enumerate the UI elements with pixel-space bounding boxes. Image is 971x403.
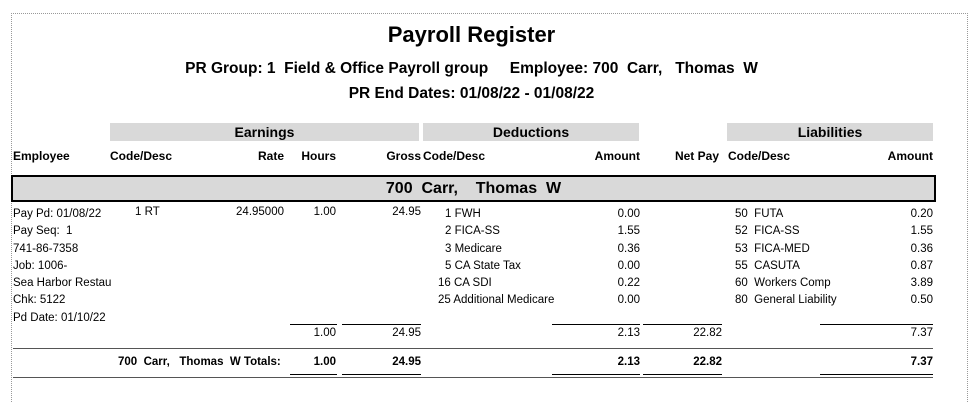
employee-header-bar: 700 Carr, Thomas W: [11, 175, 936, 202]
total-hours: 1.00: [313, 356, 336, 368]
total-rule-liabilities: [820, 374, 933, 375]
deduction-amounts: [560, 206, 640, 310]
liability-code: 55 CASUTA: [735, 259, 800, 272]
deduction-codes: [423, 206, 554, 310]
subtotal-rule-liabilities: [820, 324, 933, 325]
deduction-amount: 0.22: [617, 277, 640, 290]
liability-code: 52 FICA-SS: [735, 225, 800, 238]
col-gross: Gross: [386, 149, 421, 163]
liability-code: 53 FICA-MED: [735, 242, 810, 255]
info-pay-period: Pay Pd: 01/08/22: [13, 208, 102, 220]
total-net-pay: 22.82: [693, 356, 722, 368]
deduction-code: 5 CA State Tax: [445, 259, 521, 272]
deduction-code: 25 Additional Medicare: [438, 294, 555, 307]
deduction-code: 16 CA SDI: [438, 277, 492, 290]
col-liab-amount: Amount: [887, 149, 933, 163]
subtotal-hours: 1.00: [313, 327, 336, 339]
report-title: Payroll Register: [387, 22, 556, 47]
info-job-desc: Sea Harbor Restau: [13, 277, 111, 290]
liability-amount: 0.87: [910, 259, 933, 272]
subtotal-rule-hours: [290, 324, 337, 325]
deduction-code: 3 Medicare: [445, 242, 502, 255]
deductions-section-header: Deductions: [423, 123, 639, 141]
totals-label: 700 Carr, Thomas W Totals:: [118, 356, 281, 368]
deduction-amount: 0.36: [617, 242, 640, 255]
earn-rate: 24.95000: [236, 206, 284, 218]
subtotal-rule-deductions: [552, 324, 640, 325]
liability-amount: 0.20: [910, 208, 933, 220]
info-paid-date: Pd Date: 01/10/22: [13, 311, 106, 324]
total-rule-gross: [342, 374, 421, 375]
totals-separator: [13, 348, 933, 349]
total-rule-netpay: [643, 374, 722, 375]
deduction-code: 2 FICA-SS: [445, 225, 500, 238]
earn-gross: 24.95: [392, 206, 421, 218]
col-ded-amount: Amount: [594, 149, 640, 163]
bottom-rule: [13, 377, 933, 378]
employee-info: [13, 206, 111, 327]
liability-code: 80 General Liability: [735, 294, 837, 307]
total-gross: 24.95: [392, 356, 421, 368]
liability-code: 50 FUTA: [735, 208, 784, 220]
deduction-amount: 0.00: [617, 259, 640, 272]
col-liab-code: Code/Desc: [728, 149, 791, 163]
total-rule-hours: [290, 374, 337, 375]
info-job: Job: 1006-: [13, 259, 68, 272]
earn-code: 1 RT: [135, 206, 160, 218]
col-employee: Employee: [13, 149, 70, 163]
liability-amount: 1.55: [910, 225, 933, 238]
subtotal-rule-gross: [342, 324, 421, 325]
liability-amount: 0.50: [910, 294, 933, 307]
liability-code: 60 Workers Comp: [735, 277, 831, 290]
info-pay-seq: Pay Seq: 1: [13, 225, 73, 238]
subtotal-deductions: 2.13: [617, 327, 640, 339]
deduction-amount: 1.55: [617, 225, 640, 238]
liability-codes: [735, 206, 837, 310]
subtotal-rule-netpay: [643, 324, 722, 325]
earnings-section-header: Earnings: [110, 123, 419, 141]
deduction-code: 1 FWH: [445, 208, 481, 220]
col-earn-code: Code/Desc: [110, 149, 173, 163]
col-hours: Hours: [301, 149, 336, 163]
subtotal-liabilities: 7.37: [910, 327, 933, 339]
info-check: Chk: 5122: [13, 294, 66, 307]
subtotal-net-pay: 22.82: [693, 327, 722, 339]
liability-amount: 3.89: [910, 277, 933, 290]
liability-amount: 0.36: [910, 242, 933, 255]
deduction-amount: 0.00: [617, 208, 640, 220]
liability-amounts: [850, 206, 933, 310]
report-subtitle-group: PR Group: 1 Field & Office Payroll group Employee: 700 Carr, Thomas W: [185, 60, 758, 77]
col-ded-code: Code/Desc: [423, 149, 486, 163]
info-ssn: 741-86-7358: [13, 242, 79, 255]
subtotal-gross: 24.95: [392, 327, 421, 339]
col-net-pay: Net Pay: [674, 149, 719, 163]
total-rule-deductions: [552, 374, 640, 375]
earn-hours: 1.00: [313, 206, 336, 218]
total-liabilities: 7.37: [910, 356, 933, 368]
col-rate: Rate: [257, 149, 284, 163]
liabilities-section-header: Liabilities: [727, 123, 933, 141]
deduction-amount: 0.00: [617, 294, 640, 307]
report-subtitle-dates: PR End Dates: 01/08/22 - 01/08/22: [348, 85, 595, 102]
total-deductions: 2.13: [617, 356, 640, 368]
